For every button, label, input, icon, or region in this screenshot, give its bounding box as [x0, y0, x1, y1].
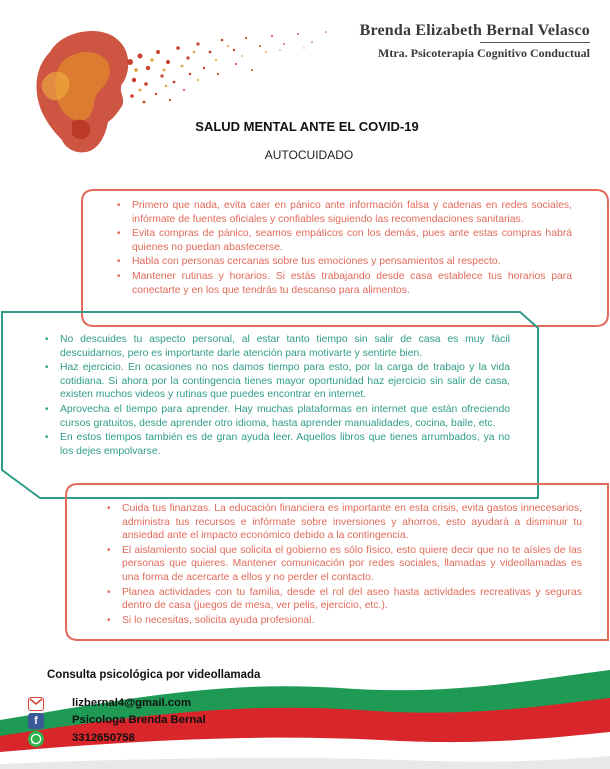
list-item: • Cuida tus finanzas. La educación financiera es importante en esta crisis, evita gastos innecesarios, administra tus recursos e infórmate sobre inversiones y ahorros, esto ayudará a disminuir tu ansiedad ante el impacto económico debido a la contingencia. [107, 503, 582, 542]
author-credential: Mtra. Psicoterapia Cognitivo Conductual [378, 46, 590, 60]
tips-section-1 [80, 188, 610, 328]
bullet-icon: • [107, 586, 111, 598]
whatsapp-icon [28, 731, 44, 747]
list-item: • Mantener rutinas y horarios. Si estás trabajando desde casa establece tus horarios para conectarte y en los que tendrás tu descanso para alimentos. [117, 270, 572, 296]
author-name: Brenda Elizabeth Bernal Velasco [359, 22, 590, 39]
bullet-icon: • [117, 256, 121, 268]
bullet-icon: • [107, 544, 111, 556]
list-item: • Primero que nada, evita caer en pánico ante información falsa y cadenas en redes sociales, infórmate de fuentes oficiales y confiables siguiendo las recomendaciones sanitarias. [117, 200, 572, 225]
author-block [360, 22, 590, 61]
list-item: • No descuides tu aspecto personal, al estar tanto tiempo sin salir de casa es muy fácil descuidarnos, pero es importante darle atención para motivarte y sentirte bien. [45, 334, 510, 359]
bullet-icon: • [45, 432, 49, 444]
list-item: • En estos tiempos también es de gran ayuda leer. Aquellos libros que tienes arrumbados, ya no los dejes empolvarse. [45, 432, 510, 457]
facebook-icon: f [28, 713, 44, 729]
tips-section-3 [64, 482, 610, 642]
list-item: • Planea actividades con tu familia, desde el rol del aseo hasta actividades recreativas y seguras dentro de casa (juegos de mesa, ver pelis, ejercicio, etc.). [107, 586, 582, 612]
contact-email[interactable] [28, 696, 288, 712]
contact-whatsapp[interactable] [28, 731, 288, 747]
list-item: • El aislamiento social que solicita el gobierno es sólo físico, esto quiere decir que no te aísles de las personas que quieres. Mantener comunicación por redes sociales, llamadas y videollamadas es una forma de acercarte a ellos y no perder el contacto. [107, 544, 582, 583]
bullet-icon: • [117, 228, 121, 240]
list-item: • Aprovecha el tiempo para aprender. Hay muchas plataformas en internet que están ofreciendo cursos gratuitos, desde aprender otro idioma, hasta aprender manualidades, cocina, baile, etc. [45, 403, 510, 429]
whatsapp-number[interactable]: 3312650758 [72, 732, 135, 744]
author-divider [480, 42, 590, 43]
section-3-list [104, 502, 582, 628]
section-1-list [114, 199, 572, 298]
facebook-name[interactable]: Psicologa Brenda Bernal [72, 714, 206, 726]
contact-facebook[interactable] [28, 713, 288, 729]
bullet-icon: • [117, 200, 121, 211]
bullet-icon: • [45, 362, 49, 374]
tips-section-2 [0, 310, 540, 500]
list-item: • Habla con personas cercanas sobre tus emociones y pensamientos al respecto. [117, 256, 501, 268]
bullet-icon: • [107, 614, 111, 626]
consultation-note: Consulta psicológica por videollamada [47, 669, 261, 681]
email-address[interactable]: lizbernal4@gmail.com [72, 697, 191, 709]
list-item: • Haz ejercicio. En ocasiones no nos damos tiempo para esto, por la carga de trabajo y la vida cotidiana. Si ahora por la contingencia tienes mayor oportunidad haz ejercicio sin salir de casa, existen muchos videos y rutinas que puedes encontrar en internet. [45, 362, 510, 401]
bullet-icon: • [45, 334, 49, 345]
list-item: • Evita compras de pánico, seamos empáticos con los demás, pues ante estas compras habrá quienes no puedan abastecerse. [117, 228, 572, 253]
section-2-list [42, 333, 510, 459]
bullet-icon: • [107, 503, 111, 514]
bullet-icon: • [45, 403, 49, 415]
page-title: SALUD MENTAL ANTE EL COVID-19 [195, 119, 419, 134]
bullet-icon: • [117, 270, 121, 282]
list-item: • Si lo necesitas, solicita ayuda profesional. [107, 614, 315, 626]
gmail-icon [28, 697, 44, 711]
page-subtitle: AUTOCUIDADO [264, 148, 354, 162]
